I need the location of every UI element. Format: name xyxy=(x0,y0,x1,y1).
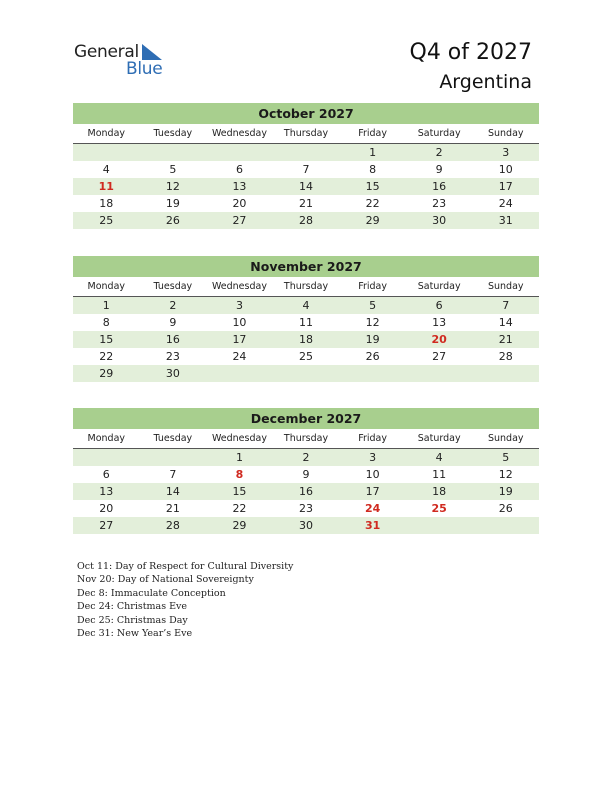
day-cell: 17 xyxy=(232,333,247,346)
day-cell xyxy=(206,365,273,382)
day-cell: 16 xyxy=(299,485,314,498)
day-cell: 13 xyxy=(99,485,114,498)
month-header: October 2027 xyxy=(73,103,539,124)
holiday-note: Dec 24: Christmas Eve xyxy=(77,601,188,613)
day-cell: 6 xyxy=(102,468,110,481)
day-cell: 5 xyxy=(169,163,177,176)
day-cell: 9 xyxy=(169,316,177,329)
weekday-label: Wednesday xyxy=(211,128,267,139)
day-cell: 26 xyxy=(165,214,180,227)
day-cell: 11 xyxy=(432,468,447,481)
weekday-label: Sunday xyxy=(487,128,524,139)
page-title: Q4 of 2027 xyxy=(409,40,532,65)
weekday-label: Wednesday xyxy=(211,281,267,292)
day-cell: 28 xyxy=(299,214,314,227)
day-cell: 13 xyxy=(432,316,447,329)
day-cell: 2 xyxy=(169,299,177,312)
weekday-label: Friday xyxy=(358,433,387,444)
month-december xyxy=(73,408,539,534)
day-cell: 22 xyxy=(365,197,380,210)
day-cell: 23 xyxy=(299,502,314,515)
day-cell: 1 xyxy=(369,146,377,159)
day-cell: 30 xyxy=(432,214,447,227)
holiday-day-cell: 11 xyxy=(98,180,114,193)
day-cell: 23 xyxy=(432,197,447,210)
weekday-label: Thursday xyxy=(283,128,329,139)
day-cell xyxy=(140,144,207,161)
holiday-day-cell: 20 xyxy=(431,333,447,346)
day-cell: 18 xyxy=(299,333,314,346)
day-cell: 12 xyxy=(165,180,180,193)
day-cell xyxy=(406,517,473,534)
day-cell: 4 xyxy=(302,299,310,312)
day-cell: 10 xyxy=(498,163,513,176)
day-cell: 5 xyxy=(502,451,510,464)
country-name: Argentina xyxy=(439,71,532,93)
day-cell: 14 xyxy=(165,485,180,498)
day-cell: 6 xyxy=(435,299,443,312)
day-cell: 3 xyxy=(369,451,377,464)
day-cell: 12 xyxy=(365,316,380,329)
day-cell: 10 xyxy=(365,468,380,481)
day-cell: 7 xyxy=(502,299,510,312)
day-cell: 15 xyxy=(365,180,380,193)
week-row xyxy=(73,212,539,229)
day-cell: 22 xyxy=(99,350,114,363)
day-cell xyxy=(273,365,340,382)
day-cell: 19 xyxy=(165,197,180,210)
day-cell: 7 xyxy=(302,163,310,176)
day-cell: 22 xyxy=(232,502,247,515)
day-cell xyxy=(472,517,539,534)
day-cell: 16 xyxy=(165,333,180,346)
day-cell: 23 xyxy=(165,350,180,363)
day-cell: 18 xyxy=(99,197,114,210)
weekday-label: Monday xyxy=(87,281,126,292)
weekday-label: Saturday xyxy=(417,128,461,139)
weekday-label: Friday xyxy=(358,128,387,139)
day-cell: 3 xyxy=(235,299,243,312)
week-row xyxy=(73,449,539,466)
day-cell: 19 xyxy=(498,485,513,498)
weekday-label: Friday xyxy=(358,281,387,292)
week-row xyxy=(73,348,539,365)
day-cell xyxy=(406,365,473,382)
logo-flag-icon xyxy=(142,44,164,60)
weekday-label: Thursday xyxy=(283,433,329,444)
day-cell: 24 xyxy=(498,197,513,210)
day-cell: 24 xyxy=(232,350,247,363)
day-cell: 30 xyxy=(165,367,180,380)
day-cell: 13 xyxy=(232,180,247,193)
day-cell xyxy=(206,144,273,161)
day-cell: 7 xyxy=(169,468,177,481)
weekday-header-row xyxy=(73,277,539,297)
day-cell: 27 xyxy=(99,519,114,532)
weekday-label: Saturday xyxy=(417,433,461,444)
day-cell xyxy=(73,144,140,161)
weekday-label: Thursday xyxy=(283,281,329,292)
day-cell: 17 xyxy=(498,180,513,193)
day-cell: 1 xyxy=(235,451,243,464)
holiday-day-cell: 8 xyxy=(235,468,244,481)
week-row xyxy=(73,297,539,314)
day-cell: 15 xyxy=(232,485,247,498)
day-cell: 28 xyxy=(165,519,180,532)
week-row xyxy=(73,483,539,500)
day-cell xyxy=(339,365,406,382)
weekday-header-row xyxy=(73,124,539,144)
day-cell: 26 xyxy=(498,502,513,515)
day-cell: 16 xyxy=(432,180,447,193)
day-cell: 6 xyxy=(235,163,243,176)
day-cell: 19 xyxy=(365,333,380,346)
day-cell: 4 xyxy=(102,163,110,176)
day-cell: 20 xyxy=(99,502,114,515)
day-cell: 29 xyxy=(99,367,114,380)
day-cell xyxy=(472,365,539,382)
day-cell: 4 xyxy=(435,451,443,464)
day-cell: 21 xyxy=(165,502,180,515)
day-cell: 28 xyxy=(498,350,513,363)
weekday-label: Tuesday xyxy=(153,281,193,292)
day-cell: 21 xyxy=(498,333,513,346)
week-row xyxy=(73,517,539,534)
day-cell: 5 xyxy=(369,299,377,312)
day-cell: 17 xyxy=(365,485,380,498)
day-cell: 15 xyxy=(99,333,114,346)
day-cell xyxy=(140,449,207,466)
weekday-label: Wednesday xyxy=(211,433,267,444)
logo-blue-text: Blue xyxy=(126,59,163,79)
holiday-note: Dec 8: Immaculate Conception xyxy=(77,587,226,599)
week-row xyxy=(73,178,539,195)
day-cell: 27 xyxy=(432,350,447,363)
day-cell: 1 xyxy=(102,299,110,312)
day-cell: 14 xyxy=(498,316,513,329)
week-row xyxy=(73,195,539,212)
day-cell: 25 xyxy=(99,214,114,227)
week-row xyxy=(73,466,539,483)
day-cell: 29 xyxy=(232,519,247,532)
logo-general-text: General xyxy=(74,42,139,62)
day-cell: 14 xyxy=(299,180,314,193)
holiday-note: Dec 31: New Year’s Eve xyxy=(77,628,193,640)
month-november xyxy=(73,256,539,382)
holiday-note: Nov 20: Day of National Sovereignty xyxy=(77,574,254,586)
day-cell: 21 xyxy=(299,197,314,210)
holiday-day-cell: 24 xyxy=(364,502,381,515)
day-cell: 18 xyxy=(432,485,447,498)
day-cell: 8 xyxy=(102,316,110,329)
holiday-notes xyxy=(77,560,293,640)
week-row xyxy=(73,314,539,331)
day-cell: 9 xyxy=(302,468,310,481)
day-cell: 25 xyxy=(299,350,314,363)
weekday-label: Sunday xyxy=(487,281,524,292)
day-cell: 2 xyxy=(302,451,310,464)
day-cell: 27 xyxy=(232,214,247,227)
weekday-header-row xyxy=(73,429,539,449)
month-header: December 2027 xyxy=(73,408,539,429)
day-cell: 29 xyxy=(365,214,380,227)
brand-logo xyxy=(74,42,174,78)
day-cell: 11 xyxy=(299,316,314,329)
month-october xyxy=(73,103,539,229)
day-cell xyxy=(73,449,140,466)
week-row xyxy=(73,144,539,161)
day-cell: 12 xyxy=(498,468,513,481)
day-cell xyxy=(273,144,340,161)
weekday-label: Monday xyxy=(87,128,126,139)
week-row xyxy=(73,331,539,348)
holiday-note: Dec 25: Christmas Day xyxy=(77,614,188,626)
month-header: November 2027 xyxy=(73,256,539,277)
week-row xyxy=(73,365,539,382)
holiday-day-cell: 31 xyxy=(364,519,381,532)
day-cell: 3 xyxy=(502,146,510,159)
weekday-label: Monday xyxy=(87,433,126,444)
day-cell: 2 xyxy=(435,146,443,159)
day-cell: 20 xyxy=(232,197,247,210)
week-row xyxy=(73,161,539,178)
week-row xyxy=(73,500,539,517)
weekday-label: Tuesday xyxy=(153,128,193,139)
holiday-note: Oct 11: Day of Respect for Cultural Diversity xyxy=(77,561,294,572)
day-cell: 9 xyxy=(435,163,443,176)
day-cell: 31 xyxy=(498,214,513,227)
day-cell: 26 xyxy=(365,350,380,363)
day-cell: 10 xyxy=(232,316,247,329)
holiday-day-cell: 25 xyxy=(431,502,447,515)
weekday-label: Saturday xyxy=(417,281,461,292)
weekday-label: Sunday xyxy=(487,433,524,444)
day-cell: 30 xyxy=(299,519,314,532)
day-cell: 8 xyxy=(369,163,377,176)
weekday-label: Tuesday xyxy=(153,433,193,444)
